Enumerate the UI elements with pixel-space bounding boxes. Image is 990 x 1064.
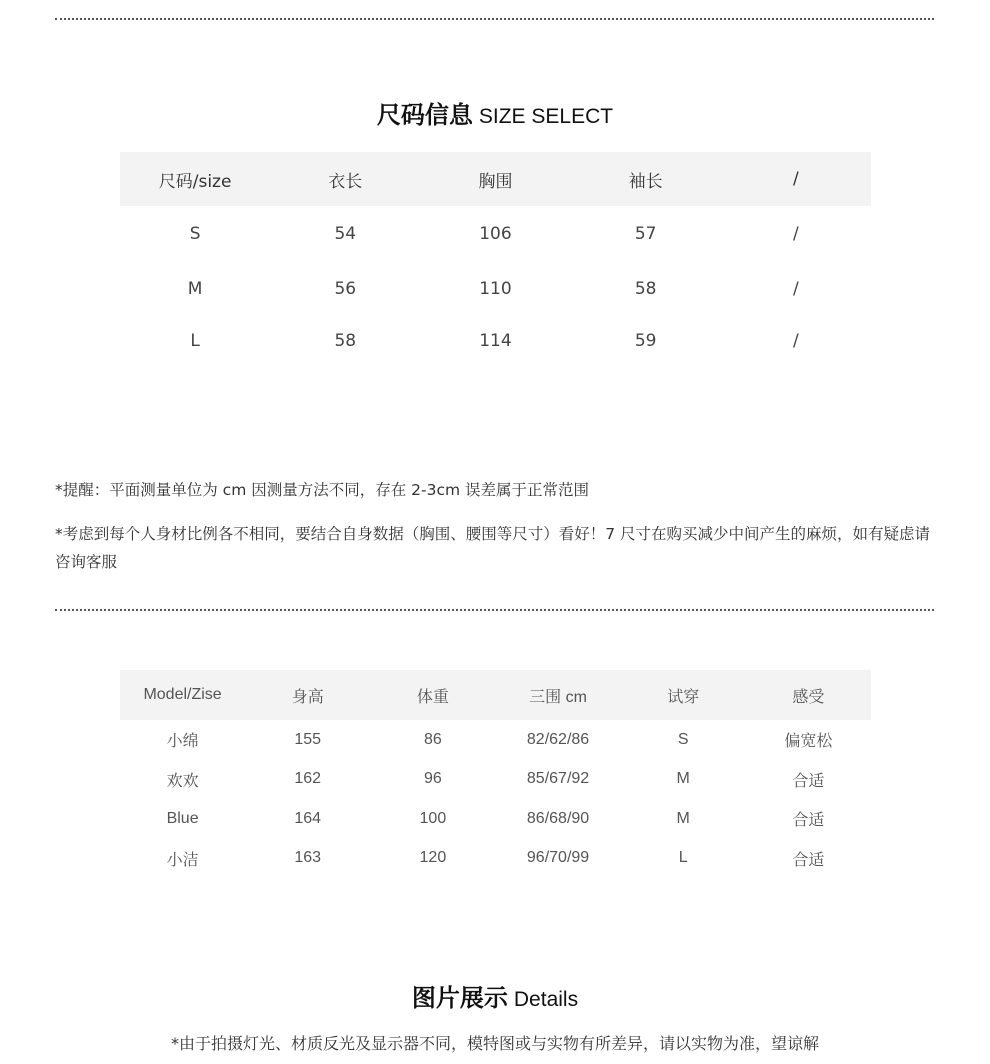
table-cell: L <box>678 849 688 867</box>
size-table-header <box>120 152 871 206</box>
table-cell: 114 <box>479 331 512 351</box>
table-cell: 56 <box>334 279 357 299</box>
table-cell: 欢欢 <box>166 772 199 790</box>
table-cell: 110 <box>479 279 512 299</box>
details-title-en: Details <box>513 988 579 1011</box>
model-header-cell: 身高 <box>245 670 370 720</box>
middle-divider <box>55 609 934 611</box>
size-section-title <box>0 95 990 130</box>
table-row <box>120 720 871 760</box>
table-cell: 86 <box>423 730 442 748</box>
table-cell: 86/68/90 <box>526 809 590 827</box>
size-header-cell: 胸围 <box>420 152 570 206</box>
table-row <box>120 261 871 317</box>
table-cell: 小洁 <box>166 851 199 869</box>
table-row <box>120 317 871 365</box>
model-header-cell: 三围 cm <box>495 670 620 720</box>
table-cell: 59 <box>634 331 657 351</box>
model-header-cell: 体重 <box>370 670 495 720</box>
table-cell: 82/62/86 <box>526 730 590 748</box>
table-cell: S <box>677 730 689 748</box>
model-header-cell: 感受 <box>746 670 871 720</box>
model-header-cell: 试穿 <box>621 670 746 720</box>
sizing-advice: *考虑到每个人身材比例各不相同，要结合自身数据（胸围、腰围等尺寸）看好！7 尺寸在购买减少中间产生的麻烦，如有疑虑请咨询客服 <box>55 525 931 571</box>
table-row <box>120 839 871 879</box>
table-row <box>120 206 871 261</box>
table-cell: M <box>187 279 203 299</box>
table-cell: 合适 <box>792 851 825 869</box>
model-header-cell: Model/Zise <box>120 670 245 720</box>
table-cell: / <box>793 223 799 244</box>
table-cell: 162 <box>294 770 322 788</box>
table-cell: 54 <box>334 223 357 244</box>
size-header-cell: 尺码/size <box>120 152 270 206</box>
table-cell: L <box>190 331 200 351</box>
table-cell: M <box>676 770 690 788</box>
details-title-zh: 图片展示 <box>411 984 508 1012</box>
size-table <box>120 152 871 365</box>
table-cell: 96/70/99 <box>526 849 590 867</box>
table-cell: 合适 <box>792 772 825 790</box>
table-cell: 偏宽松 <box>784 733 833 751</box>
model-table-header <box>120 670 871 720</box>
size-title-en: SIZE SELECT <box>478 105 614 128</box>
table-cell: 106 <box>479 223 512 244</box>
table-cell: 155 <box>294 730 322 748</box>
size-header-cell: 衣长 <box>270 152 420 206</box>
table-cell: 120 <box>419 849 447 867</box>
model-table <box>120 670 871 878</box>
table-cell: 合适 <box>792 812 825 830</box>
table-cell: 96 <box>423 770 442 788</box>
table-cell: 58 <box>334 331 357 351</box>
table-cell: 58 <box>634 279 657 299</box>
table-cell: S <box>189 223 201 244</box>
size-header-cell: 袖长 <box>571 152 721 206</box>
table-row <box>120 799 871 839</box>
table-cell: 57 <box>634 223 657 244</box>
table-cell: 164 <box>294 809 322 827</box>
table-cell: / <box>793 279 799 299</box>
size-header-cell: / <box>721 152 871 206</box>
table-cell: / <box>793 331 799 351</box>
table-cell: 163 <box>294 849 322 867</box>
top-divider <box>55 18 934 20</box>
size-title-zh: 尺码信息 <box>376 101 473 129</box>
table-cell: 小绵 <box>166 733 199 751</box>
details-disclaimer: *由于拍摄灯光、材质反光及显示器不同，模特图或与实物有所差异，请以实物为准，望谅解 <box>170 1034 819 1053</box>
measurement-reminder: *提醒：平面测量单位为 cm 因测量方法不同，存在 2-3cm 误差属于正常范围 <box>55 481 590 499</box>
table-cell: 100 <box>419 809 447 827</box>
details-section-title <box>0 978 990 1013</box>
table-cell: Blue <box>166 809 199 827</box>
table-row <box>120 760 871 800</box>
table-cell: 85/67/92 <box>526 770 590 788</box>
table-cell: M <box>676 809 690 827</box>
